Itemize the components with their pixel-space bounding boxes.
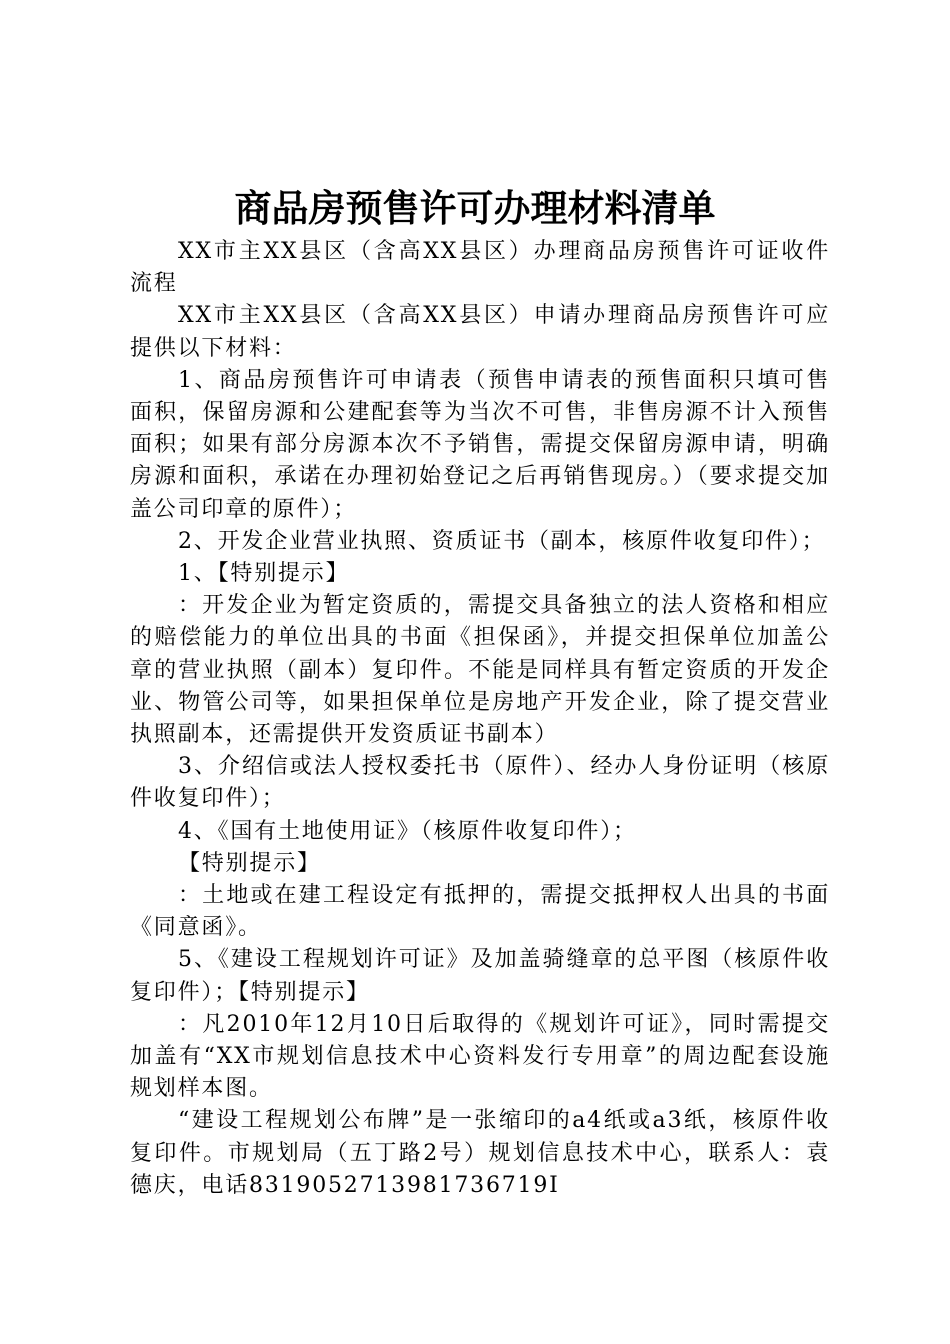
paragraph-item-5: 5、《建设工程规划许可证》及加盖骑缝章的总平图（核原件收复印件）；【特别提示】: [130, 947, 830, 1005]
paragraph-planning-board: “建设工程规划公布牌”是一张缩印的a4纸或a3纸，核原件收复印件。市规划局（五丁路2号）规划信息技术中心，联系人：袁德庆，电话8319052713981736719I: [130, 1108, 830, 1198]
document-title: 商品房预售许可办理材料清单: [234, 186, 716, 230]
paragraph-process-heading: XX市主XX县区（含高XX县区）办理商品房预售许可证收件流程: [130, 239, 830, 297]
paragraph-item-2: 2、开发企业营业执照、资质证书（副本，核原件收复印件）；: [178, 528, 826, 554]
paragraph-special-notice-1: 1、【特别提示】: [178, 561, 350, 587]
paragraph-item-3: 3、介绍信或法人授权委托书（原件）、经办人身份证明（核原件收复印件）；: [130, 754, 830, 812]
paragraph-notice-2-text: ：土地或在建工程设定有抵押的，需提交抵押权人出具的书面《同意函》。: [130, 883, 830, 941]
document-body: [130, 236, 830, 1202]
paragraph-notice-1-text: ：开发企业为暂定资质的，需提交具备独立的法人资格和相应的赔偿能力的单位出具的书面《担保函》，并提交担保单位加盖公章的营业执照（副本）复印件。不能是同样具有暂定资质的开发企业、物管公司等，如果担保单位是房地产开发企业，除了提交营业执照副本，还需提供开发资质证书副本）: [130, 593, 830, 748]
paragraph-notice-3-text: ：凡2010年12月10日后取得的《规划许可证》，同时需提交加盖有“XX市规划信息技术中心资料发行专用章”的周边配套设施规划样本图。: [130, 1011, 830, 1102]
paragraph-materials-intro: XX市主XX县区（含高XX县区）申请办理商品房预售许可应提供以下材料：: [130, 303, 830, 361]
paragraph-special-notice-2: 【特别提示】: [178, 850, 321, 876]
paragraph-item-1: 1、商品房预售许可申请表（预售申请表的预售面积只填可售面积，保留房源和公建配套等为当次不可售，非售房源不计入预售面积；如果有部分房源本次不予销售，需提交保留房源申请，明确房源和面积，承诺在办理初始登记之后再销售现房。）（要求提交加盖公司印章的原件）；: [130, 367, 830, 522]
paragraph-item-4: 4、《国有土地使用证》（核原件收复印件）；: [178, 818, 637, 844]
